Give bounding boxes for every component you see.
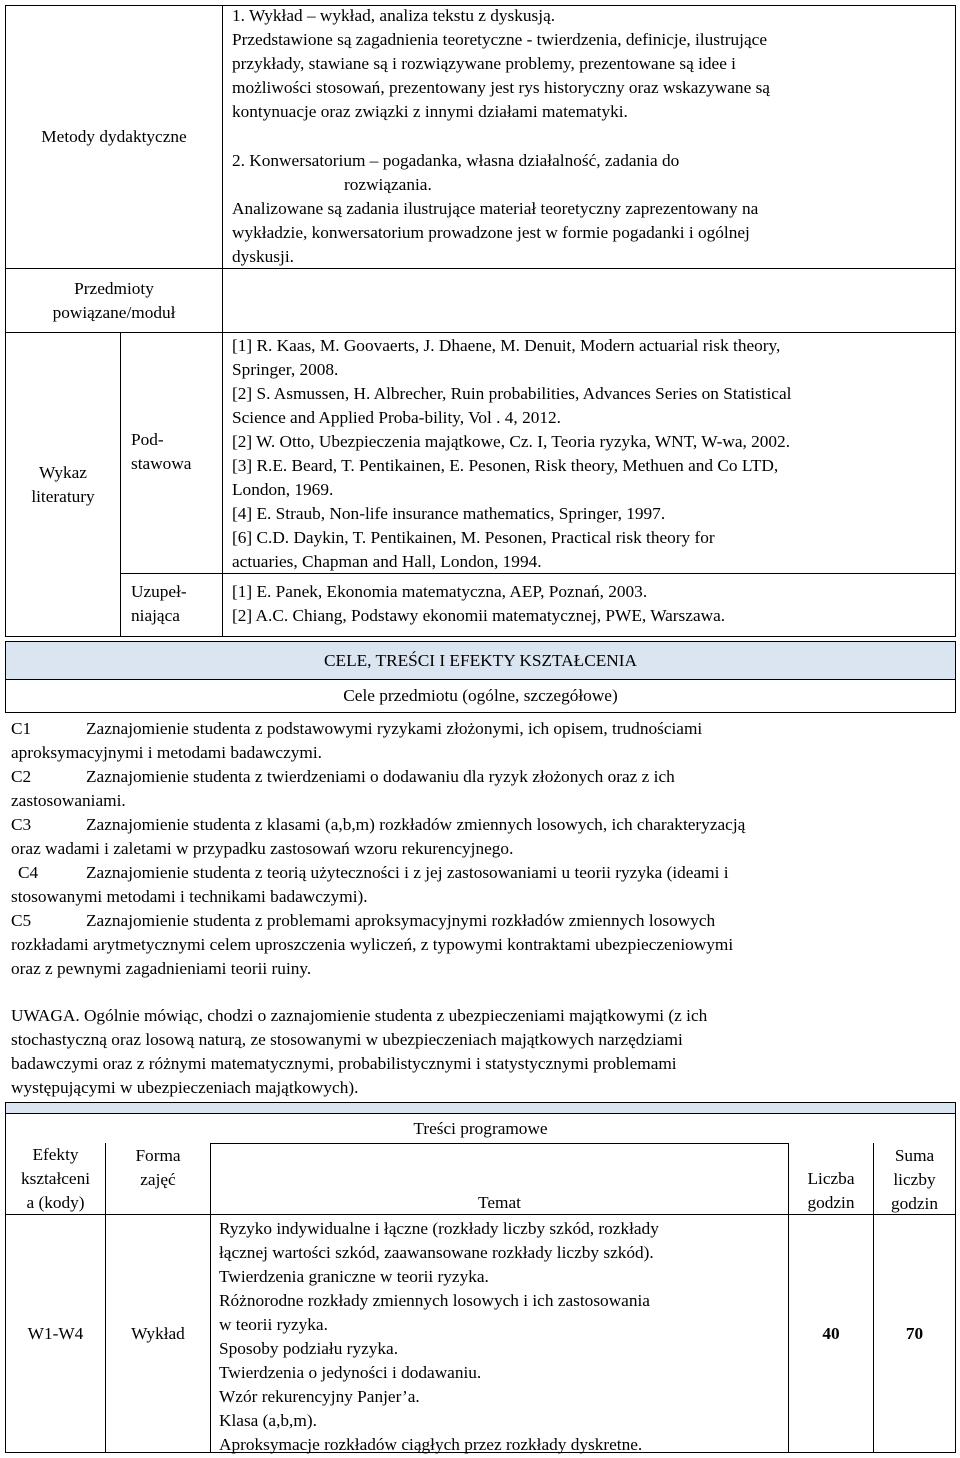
temat-line: w teorii ryzyka.	[219, 1315, 328, 1334]
col-header-liczba-line: godzin	[807, 1193, 855, 1212]
row-efekty-text: W1-W4	[27, 1323, 84, 1343]
literature-entry: [2] W. Otto, Ubezpieczenia majątkowe, Cz. I, Teoria ryzyka, WNT, W-wa, 2002.	[232, 432, 791, 451]
metody-label-cell	[6, 6, 222, 268]
col-header-liczba	[789, 1167, 873, 1215]
col-header-temat	[211, 1191, 788, 1215]
row-suma	[874, 1215, 955, 1452]
metody-item1-line: Przedstawione są zagadnienia teoretyczne - twierdzenia, definicje, ilustrujące	[232, 30, 767, 49]
literature-entry: [2] S. Asmussen, H. Albrecher, Ruin probabilities, Advances Series on Statistical	[232, 384, 792, 403]
wykaz-label-cell	[6, 333, 120, 636]
col-header-suma-line: Suma	[894, 1146, 935, 1165]
wykaz-label: literatury	[31, 486, 95, 506]
uwaga-line: stochastyczną oraz losową naturą, ze stosowanymi w ubezpieczeniach majątkowych narzędziami	[11, 1030, 683, 1049]
przedmioty-label: powiązane/moduł	[52, 302, 176, 322]
row-efekty	[6, 1215, 105, 1452]
metody-item2-line: wykładzie, konwersatorium prowadzone jest w formie pogadanki i ogólnej	[232, 223, 750, 242]
metody-item2-title: 2. Konwersatorium – pogadanka, własna działalność, zadania do	[232, 151, 680, 170]
cele-line: rozkładami arytmetycznymi celem uproszczenia wyliczeń, z typowymi kontraktami ubezpieczeniowymi	[11, 935, 734, 954]
uwaga-line: badawczymi oraz z różnymi matematycznymi, probabilistycznymi i statystycznymi problemami	[11, 1054, 677, 1073]
tresci-header-text: Treści programowe	[413, 1118, 548, 1138]
metody-item2-line: Analizowane są zadania ilustrujące materiał teoretyczny zaprezentowany na	[232, 199, 759, 218]
literature-entry: [1] R. Kaas, M. Goovaerts, J. Dhaene, M. Denuit, Modern actuarial risk theory,	[232, 336, 781, 355]
cele-line: Zaznajomienie studenta z problemami aproksymacyjnymi rozkładów zmiennych losowych	[86, 911, 716, 930]
cele-code: C2	[11, 767, 32, 786]
tresci-border-right	[955, 1113, 956, 1453]
cele-line: aproksymacyjnymi i metodami badawczymi.	[11, 743, 322, 762]
uwaga-line: występującymi w ubezpieczeniach majątkowych).	[11, 1078, 359, 1097]
cele-line: Zaznajomienie studenta z twierdzeniami o dodawaniu dla ryzyk złożonych oraz z ich	[86, 767, 675, 786]
cele-line: oraz wadami i zaletami w przypadku zastosowań wzoru rekurencyjnego.	[11, 839, 514, 858]
uwaga-line: UWAGA. Ogólnie mówiąc, chodzi o zaznajomienie studenta z ubezpieczeniami majątkowymi (z ich	[11, 1006, 708, 1025]
uzupelniajaca-label	[131, 580, 187, 628]
temat-line: Twierdzenia graniczne w teorii ryzyka.	[219, 1267, 489, 1286]
row-forma-text: Wykład	[131, 1323, 185, 1343]
temat-line: Wzór rekurencyjny Panjer’a.	[219, 1387, 420, 1406]
uzupelniajaca-label-line: Uzupeł-	[131, 582, 187, 601]
literature-entry: [6] C.D. Daykin, T. Pentikainen, M. Pesonen, Practical risk theory for	[232, 528, 715, 547]
row-suma-text: 70	[905, 1323, 924, 1343]
metody-item1-line: przykłady, stawiane są i rozwiązywane problemy, prezentowane są idee i	[232, 54, 736, 73]
uzupelniajaca-label-line: niająca	[131, 606, 180, 625]
cele-header-text: CELE, TREŚCI I EFEKTY KSZTAŁCENIA	[323, 650, 638, 670]
cele-subheader-text: Cele przedmiotu (ogólne, szczegółowe)	[343, 686, 618, 705]
metody-item1-title: 1. Wykład – wykład, analiza tekstu z dyskusją.	[232, 6, 556, 25]
table-border-right	[955, 5, 956, 637]
temat-line: Twierdzenia o jedyności i dodawaniu.	[219, 1363, 482, 1382]
cele-code: C4	[18, 863, 39, 882]
literature-entry: actuaries, Chapman and Hall, London, 1994.	[232, 552, 542, 571]
col-header-suma-line: godzin	[890, 1194, 939, 1213]
tresci-header-divider	[210, 1143, 788, 1144]
table-border-bottom	[5, 636, 956, 637]
col-header-liczba-line: Liczba	[807, 1169, 855, 1188]
podstawowa-label-line: stawowa	[131, 454, 192, 473]
col-header-efekty	[6, 1144, 105, 1214]
temat-line: Klasa (a,b,m).	[219, 1411, 317, 1430]
cele-line: oraz z pewnymi zagadnieniami teorii ruiny.	[11, 959, 312, 978]
metody-item2-title: rozwiązania.	[344, 175, 432, 194]
literature-entry: London, 1969.	[232, 480, 334, 499]
podstawowa-label-line: Pod-	[131, 430, 164, 449]
temat-line: Aproksymacje rozkładów ciągłych przez rozkłady dyskretne.	[219, 1435, 643, 1454]
metody-item1-line: kontynuacje oraz związki z innymi działami matematyki.	[232, 102, 628, 121]
col-header-forma	[106, 1144, 210, 1192]
cele-code: C5	[11, 911, 32, 930]
metody-item1-line: możliwości stosowań, prezentowany jest rys historyczny oraz wskazywane są	[232, 78, 770, 97]
cele-line: zastosowaniami.	[11, 791, 126, 810]
col-header-suma-line: liczby	[893, 1170, 936, 1189]
literature-entry: [2] A.C. Chiang, Podstawy ekonomii matematycznej, PWE, Warszawa.	[232, 606, 726, 625]
col-header-temat-text: Temat	[478, 1193, 521, 1212]
wykaz-label: Wykaz	[39, 462, 87, 482]
col-header-efekty-line: kształceni	[20, 1169, 91, 1188]
row-liczba-text: 40	[822, 1323, 840, 1343]
cele-line: Zaznajomienie studenta z klasami (a,b,m) rozkładów zmiennych losowych, ich charakteryzacją	[86, 815, 746, 834]
cele-code: C3	[11, 815, 32, 834]
col-header-forma-line: zajęć	[140, 1170, 176, 1189]
wykaz-subcolumn-divider	[120, 332, 121, 637]
temat-line: Ryzyko indywidualne i łączne (rozkłady liczby szkód, rozkłady	[219, 1219, 659, 1238]
temat-line: Różnorodne rozkłady zmiennych losowych i ich zastosowania	[219, 1291, 650, 1310]
podstawowa-label	[131, 428, 191, 476]
col-header-suma	[874, 1144, 955, 1216]
cele-line: stosowanymi metodami i technikami badawczymi).	[11, 887, 368, 906]
przedmioty-label: Przedmioty	[74, 278, 154, 298]
temat-line: Sposoby podziału ryzyka.	[219, 1339, 399, 1358]
col-header-efekty-line: Efekty	[32, 1145, 79, 1164]
cele-header	[5, 641, 956, 680]
cele-line: Zaznajomienie studenta z podstawowymi ryzykami złożonymi, ich opisem, trudnościami	[86, 719, 703, 738]
temat-line: łącznej wartości szkód, zaawansowane rozkłady liczby szkód).	[219, 1243, 654, 1262]
col-header-forma-line: Forma	[135, 1146, 181, 1165]
tresci-header	[6, 1114, 955, 1143]
col-divider-forma	[210, 1143, 211, 1453]
row-divider-przedmioty	[5, 332, 956, 333]
metody-label: Metody dydaktyczne	[41, 127, 187, 146]
cele-code: C1	[11, 719, 32, 738]
col-header-efekty-line: a (kody)	[26, 1193, 85, 1212]
przedmioty-label-cell	[6, 269, 222, 332]
literature-entry: Springer, 2008.	[232, 360, 339, 379]
label-column-divider	[222, 5, 223, 637]
literature-entry: [1] E. Panek, Ekonomia matematyczna, AEP, Poznań, 2003.	[232, 582, 648, 601]
metody-item2-line: dyskusji.	[232, 247, 294, 266]
literature-entry: [3] R.E. Beard, T. Pentikainen, E. Pesonen, Risk theory, Methuen and Co LTD,	[232, 456, 779, 475]
literature-entry: Science and Applied Proba-bility, Vol . 4, 2012.	[232, 408, 561, 427]
row-liczba	[789, 1215, 873, 1452]
cele-subheader	[5, 679, 956, 713]
row-forma	[106, 1215, 210, 1452]
literature-entry: [4] E. Straub, Non-life insurance mathematics, Springer, 1997.	[232, 504, 666, 523]
cele-line: Zaznajomienie studenta z teorią użyteczności i z jej zastosowaniami u teorii ryzyka (ideami i	[86, 863, 729, 882]
